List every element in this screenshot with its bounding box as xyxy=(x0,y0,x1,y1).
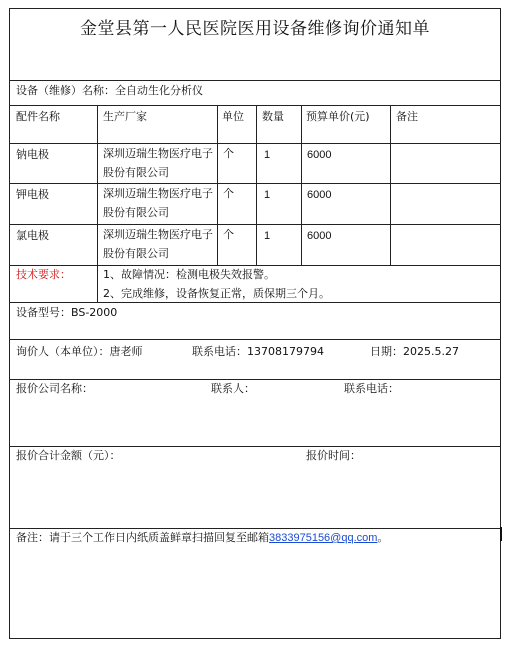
quote-time-label: 报价时间： xyxy=(306,449,361,462)
table-row-maker: 深圳迈瑞生物医疗电子股份有限公司 xyxy=(103,147,213,179)
divider xyxy=(301,105,302,265)
divider xyxy=(10,183,500,184)
tech-requirement-line: 1、故障情况：检测电极失效报警。 xyxy=(103,268,275,281)
header-maker: 生产厂家 xyxy=(103,110,147,123)
device-model: 设备型号：BS-2000 xyxy=(16,306,118,319)
table-row-part-name: 氯电极 xyxy=(16,229,49,242)
table-row-part-name: 钾电极 xyxy=(16,188,49,201)
table-row-maker: 深圳迈瑞生物医疗电子股份有限公司 xyxy=(103,228,213,260)
divider xyxy=(10,265,500,266)
table-row-unit: 个 xyxy=(223,187,234,200)
header-part-name: 配件名称 xyxy=(16,110,60,123)
email-link[interactable]: 3833975156@qq.com xyxy=(269,532,378,544)
header-price: 预算单价(元) xyxy=(306,110,370,123)
divider xyxy=(10,80,500,81)
inquiry-date: 日期：2025.5.27 xyxy=(370,345,459,358)
divider xyxy=(10,528,500,529)
divider xyxy=(97,105,98,265)
divider xyxy=(10,339,500,340)
inquirer-label: 询价人（本单位）：唐老师 xyxy=(16,345,143,358)
quote-total-label: 报价合计金额（元）： xyxy=(16,449,121,462)
divider xyxy=(10,302,500,303)
divider xyxy=(10,446,500,447)
text-cursor xyxy=(500,527,502,541)
table-row-qty: 1 xyxy=(264,230,271,242)
quote-phone-label: 联系电话： xyxy=(344,382,399,395)
table-row-price: 6000 xyxy=(307,230,332,242)
remark-end: 。 xyxy=(377,531,389,544)
divider xyxy=(10,105,500,106)
device-name: 设备（维修）名称：全自动生化分析仪 xyxy=(16,84,203,97)
header-note: 备注 xyxy=(396,110,418,123)
remark-text: 备注：请于三个工作日内纸质盖鲜章扫描回复至邮箱 xyxy=(16,531,269,544)
table-row-unit: 个 xyxy=(223,228,234,241)
inquirer-phone: 联系电话：13708179794 xyxy=(192,345,324,358)
divider xyxy=(10,224,500,225)
table-row-qty: 1 xyxy=(264,149,271,161)
divider xyxy=(10,379,500,380)
quote-company-label: 报价公司名称： xyxy=(16,382,93,395)
table-row-part-name: 钠电极 xyxy=(16,148,49,161)
inquiry-form xyxy=(9,8,501,639)
table-row-price: 6000 xyxy=(307,149,332,161)
table-row-price: 6000 xyxy=(307,189,332,201)
quote-contact-label: 联系人： xyxy=(211,382,255,395)
table-row-maker: 深圳迈瑞生物医疗电子股份有限公司 xyxy=(103,187,213,219)
remark xyxy=(16,531,388,545)
header-qty: 数量 xyxy=(262,110,284,123)
tech-requirement-line: 2、完成维修，设备恢复正常，质保期三个月。 xyxy=(103,287,330,300)
divider xyxy=(97,265,98,302)
divider xyxy=(10,143,500,144)
header-unit: 单位 xyxy=(222,110,244,123)
table-row-qty: 1 xyxy=(264,189,271,201)
tech-requirements-label: 技术要求： xyxy=(16,268,71,281)
divider xyxy=(390,105,391,265)
divider xyxy=(256,105,257,265)
page-title: 金堂县第一人民医院医用设备维修询价通知单 xyxy=(80,19,430,39)
table-row-unit: 个 xyxy=(223,147,234,160)
